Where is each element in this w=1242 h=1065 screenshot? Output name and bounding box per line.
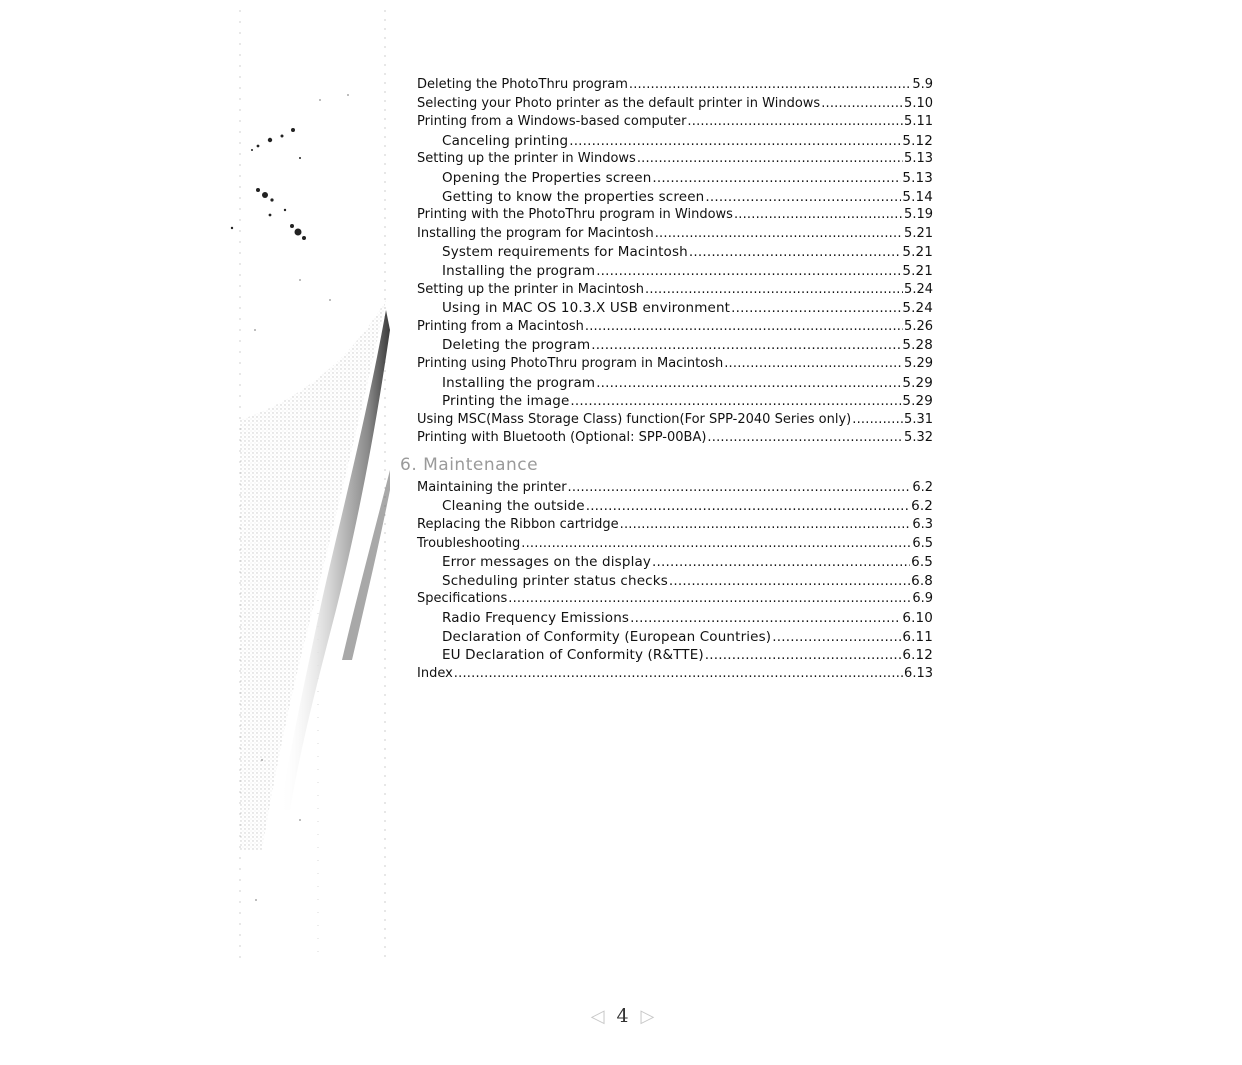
page-number: 4 xyxy=(616,1005,629,1027)
dot-leader xyxy=(772,628,901,647)
toc-entry[interactable] xyxy=(417,479,933,498)
toc-entry-page: 5.13 xyxy=(902,169,933,186)
toc-entry-page: 5.29 xyxy=(902,393,933,410)
toc-entry-title: Printing with Bluetooth (Optional: SPP-00BA) xyxy=(417,430,707,446)
toc-entry-title: Replacing the Ribbon cartridge xyxy=(417,517,619,533)
toc-entry[interactable] xyxy=(417,516,933,535)
toc-entry[interactable] xyxy=(417,225,933,244)
toc-entry[interactable] xyxy=(417,206,933,225)
toc-entry-page: 6.12 xyxy=(902,647,933,664)
toc-entry-page: 5.12 xyxy=(902,132,933,149)
toc-entry-title: Maintaining the printer xyxy=(417,479,567,495)
toc-entry-title: Installing the program xyxy=(442,374,596,391)
toc-entry-page: 5.21 xyxy=(902,262,933,279)
toc-entry-title: Specifications xyxy=(417,591,508,607)
toc-entry-title: Troubleshooting xyxy=(417,535,521,551)
toc-entry-title: Using in MAC OS 10.3.X USB environment xyxy=(442,300,731,317)
dot-leader xyxy=(591,336,901,355)
dot-leader xyxy=(630,609,901,628)
toc-entry-page: 6.2 xyxy=(911,498,933,515)
dot-leader xyxy=(724,355,903,374)
toc-entry-title: Printing using PhotoThru program in Macintosh xyxy=(417,355,724,371)
dot-leader xyxy=(655,225,903,244)
dot-leader xyxy=(620,516,912,535)
dot-leader xyxy=(707,429,903,448)
toc-entry-page: 5.29 xyxy=(902,374,933,391)
toc-subentry[interactable] xyxy=(417,262,933,281)
toc-subentry[interactable] xyxy=(417,392,933,411)
dot-leader xyxy=(568,479,912,498)
chapter-heading: 6. Maintenance xyxy=(400,454,539,475)
toc-entry[interactable] xyxy=(417,429,933,448)
toc-entry-page: 5.11 xyxy=(904,114,933,130)
dot-leader xyxy=(652,169,901,188)
toc-entry-title: Error messages on the display xyxy=(442,554,652,571)
dot-leader xyxy=(705,188,901,207)
dot-leader xyxy=(731,299,901,318)
dot-leader xyxy=(586,497,910,516)
toc-entry-title: Cleaning the outside xyxy=(442,498,585,515)
toc-subentry[interactable] xyxy=(417,646,933,665)
decorative-swoosh-graphic xyxy=(0,0,400,1065)
toc-entry-page: 5.28 xyxy=(902,337,933,354)
toc-subentry[interactable] xyxy=(417,572,933,591)
dot-leader xyxy=(669,572,910,591)
toc-entry[interactable] xyxy=(417,150,933,169)
dot-leader xyxy=(652,553,910,572)
toc-entry-page: 6.11 xyxy=(902,628,933,645)
toc-entry-title: Selecting your Photo printer as the default printer in Windows xyxy=(417,95,821,111)
toc-entry[interactable] xyxy=(417,535,933,554)
toc-entry-title: Printing from a Macintosh xyxy=(417,318,584,334)
dot-leader xyxy=(645,281,903,300)
left-arrow-icon: ◁ xyxy=(590,1005,605,1027)
toc-entry[interactable] xyxy=(417,355,933,374)
toc-section-6 xyxy=(417,479,933,684)
toc-entry[interactable] xyxy=(417,590,933,609)
dot-leader xyxy=(689,243,901,262)
toc-entry[interactable] xyxy=(417,665,933,684)
toc-entry-page: 5.24 xyxy=(904,281,933,297)
dot-leader xyxy=(629,76,911,95)
toc-entry-page: 5.9 xyxy=(912,77,933,92)
toc-entry-title: Using MSC(Mass Storage Class) function(For SPP-2040 Series only) xyxy=(417,411,852,427)
toc-entry-page: 5.32 xyxy=(904,430,933,446)
toc-entry-page: 5.29 xyxy=(904,355,933,371)
table-of-contents xyxy=(400,76,933,683)
toc-section-5 xyxy=(417,76,933,448)
dot-leader xyxy=(705,646,902,665)
toc-entry-title: System requirements for Macintosh xyxy=(442,244,688,261)
toc-entry-page: 6.5 xyxy=(911,554,933,571)
toc-entry-page: 6.13 xyxy=(904,665,933,681)
dot-leader xyxy=(569,132,901,151)
toc-entry-title: Installing the program for Macintosh xyxy=(417,225,654,241)
toc-entry-title: Scheduling printer status checks xyxy=(442,572,668,589)
toc-subentry[interactable] xyxy=(417,374,933,393)
toc-entry[interactable] xyxy=(417,76,933,95)
toc-entry-page: 6.10 xyxy=(902,610,933,627)
toc-entry-page: 5.13 xyxy=(904,151,933,167)
toc-subentry[interactable] xyxy=(417,336,933,355)
dot-leader xyxy=(852,411,903,430)
toc-entry-title: Getting to know the properties screen xyxy=(442,188,705,205)
toc-entry-title: Opening the Properties screen xyxy=(442,169,652,186)
toc-subentry[interactable] xyxy=(417,169,933,188)
toc-entry-page: 6.5 xyxy=(912,535,933,551)
toc-entry-page: 6.8 xyxy=(911,572,933,589)
toc-entry-page: 5.19 xyxy=(904,207,933,223)
toc-subentry[interactable] xyxy=(417,609,933,628)
toc-entry[interactable] xyxy=(417,95,933,114)
dot-leader xyxy=(596,262,901,281)
dot-leader xyxy=(454,665,903,684)
toc-entry-page: 5.14 xyxy=(902,188,933,205)
toc-subentry[interactable] xyxy=(417,243,933,262)
toc-entry-title: Installing the program xyxy=(442,262,596,279)
toc-subentry[interactable] xyxy=(417,628,933,647)
toc-entry-page: 5.24 xyxy=(902,300,933,317)
dot-leader xyxy=(637,150,903,169)
toc-entry[interactable] xyxy=(417,281,933,300)
toc-entry-title: Printing with the PhotoThru program in Windows xyxy=(417,207,733,223)
toc-subentry[interactable] xyxy=(417,553,933,572)
toc-entry-title: Index xyxy=(417,665,453,681)
toc-entry-title: Deleting the program xyxy=(442,337,591,354)
toc-entry-page: 5.21 xyxy=(904,225,933,241)
toc-entry-title: Declaration of Conformity (European Countries) xyxy=(442,628,772,645)
page-number-footer xyxy=(575,1003,670,1029)
dot-leader xyxy=(570,392,901,411)
right-arrow-icon: ▷ xyxy=(640,1005,655,1027)
dot-leader xyxy=(821,95,903,114)
toc-entry[interactable] xyxy=(417,318,933,337)
dot-leader xyxy=(734,206,903,225)
toc-subentry[interactable] xyxy=(417,497,933,516)
toc-entry[interactable] xyxy=(417,411,933,430)
dot-leader xyxy=(596,374,901,393)
toc-entry-title: Radio Frequency Emissions xyxy=(442,610,630,627)
toc-entry-page: 5.10 xyxy=(904,95,933,111)
toc-entry-title: Printing the image xyxy=(442,393,570,410)
dot-leader xyxy=(687,113,903,132)
toc-subentry[interactable] xyxy=(417,132,933,151)
toc-entry-title: Canceling printing xyxy=(442,132,569,149)
dot-leader xyxy=(508,590,911,609)
toc-entry-page: 5.31 xyxy=(904,411,933,427)
toc-subentry[interactable] xyxy=(417,188,933,207)
toc-entry-title: EU Declaration of Conformity (R&TTE) xyxy=(442,647,704,664)
toc-subentry[interactable] xyxy=(417,299,933,318)
toc-entry-page: 6.9 xyxy=(912,591,933,607)
toc-entry-title: Printing from a Windows-based computer xyxy=(417,114,687,130)
toc-entry-page: 6.2 xyxy=(912,479,933,495)
toc-entry-page: 6.3 xyxy=(912,517,933,533)
toc-entry-title: Setting up the printer in Macintosh xyxy=(417,281,645,297)
toc-entry-title: Deleting the PhotoThru program xyxy=(417,77,628,92)
toc-entry[interactable] xyxy=(417,113,933,132)
dot-leader xyxy=(585,318,903,337)
dot-leader xyxy=(521,535,911,554)
toc-entry-page: 5.26 xyxy=(904,318,933,334)
toc-entry-page: 5.21 xyxy=(902,244,933,261)
toc-entry-title: Setting up the printer in Windows xyxy=(417,151,636,167)
